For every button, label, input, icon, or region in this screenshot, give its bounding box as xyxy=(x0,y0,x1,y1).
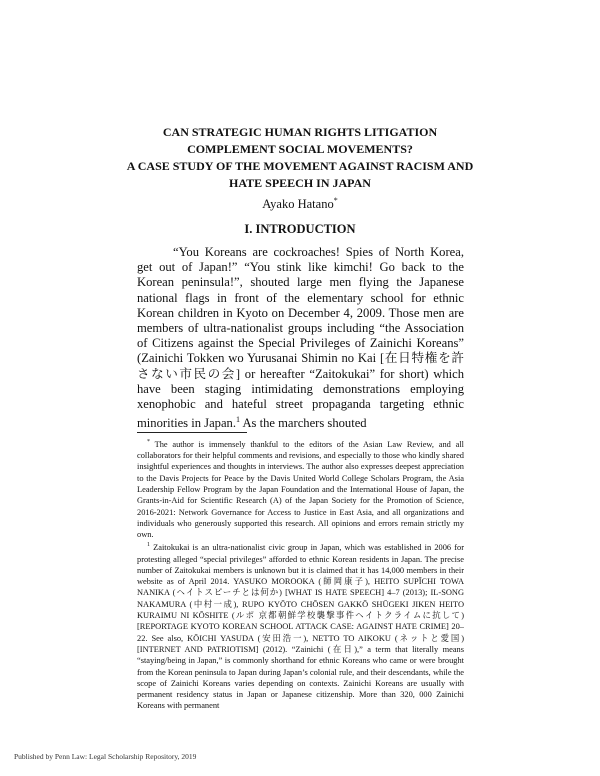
intro-paragraph xyxy=(137,245,464,432)
author-footnote-marker: * xyxy=(333,196,338,205)
footnote-star-text: The author is immensely thankful to the editors of the Asian Law Review, and all collaborators for their helpful comments and revisions, and especially to those who kindly shared insightful experiences and thoughts in interviews. The author also expresses deepest appreciation to the Davis Projects for Peace by the Davis United World College Scholars Program, the Asia Leadership Fellow Program by the Japan Foundation and the International House of Japan, the Grants-in-Aid for Scientific Research (A) of the Japan Society for the Promotion of Science, 2016-2021: Network Governance for Access to Justice in East Asia, and all organizations and individuals who generously supported this research. All opinions and errors remain strictly my own. xyxy=(137,439,464,540)
footnote-star xyxy=(137,437,464,540)
footnote-1-text: Zaitokukai is an ultra-nationalist civic group in Japan, which was established in 2006 for protesting alleged “special privileges” afforded to ethnic Korean residents in Japan. The precise number of Zaitokukai members is unknown but it is claimed that it has 14,000 members in their website as of April 2014. YASUKO MOROOKA (師岡康子), HEITO SUPĪCHI TOWA NANIKA (ヘイトスピーチとは何か) [WHAT IS HATE SPEECH] 4–7 (2013); IL-SONG NAKAMURA (中村一成), RUPO KYŌTO CHŌSEN GAKKŌ SHŪGEKI JIKEN HEITO KURAIMU NI KŌSHITE (ルポ 京都朝鮮学校襲撃事件ヘイトクライムに抗して) [REPORTAGE KYOTO KOREAN SCHOOL ATTACK CASE: AGAINST HATE CRIME] 20–22. See also, KŌICHI YASUDA (安田浩一), NETTO TO AIKOKU (ネットと愛国) [INTERNET AND PATRIOTISM] (2012). “Zainichi (在日),” a term that literally means “staying/being in Japan,” is commonly shorthand for ethnic Koreans who came or were brought from the Korean peninsula to Japan during Japan’s colonial rule, and their descendants, while the scope of Zainichi Koreans varies depending on contexts. Zainichi Koreans are usually with permanent residency status in Japan or Japanese citizenship. More than 320, 000 Zainichi Koreans with permanent xyxy=(137,543,464,711)
body-text xyxy=(137,245,464,432)
intro-paragraph-end: As the marchers shouted xyxy=(240,416,367,431)
title-line-3: A CASE STUDY OF THE MOVEMENT AGAINST RACISM AND xyxy=(126,159,474,173)
author-line xyxy=(100,196,500,212)
footnote-divider xyxy=(137,432,247,433)
footnote-star-marker: * xyxy=(147,439,150,445)
title-line-4: HATE SPEECH IN JAPAN xyxy=(229,176,371,190)
section-heading: I. INTRODUCTION xyxy=(244,222,356,236)
footnote-1 xyxy=(137,540,464,711)
author-name: Ayako Hatano xyxy=(262,197,334,212)
footnote-ref-1: 1 xyxy=(236,415,240,425)
intro-paragraph-text: “You Koreans are cockroaches! Spies of North Korea, get out of Japan!” “You stink like kimchi! Go back to the Korean peninsula!”, shouted large men flying the Japanese national flags in front of the elementary school for ethnic Korean children in Kyoto on December 4, 2009. Those men are members of ultra-nationalist groups including “the Association of Citizens against the Special Privileges of Zainichi Koreans” (Zainichi Tokken wo Yurusanai Shimin no Kai [在日特権を許さない市民の会] or hereafter “Zaitokukai” for short) which have been staging intimidating demonstrations employing xenophobic and hateful street propaganda targeting ethnic minorities in Japan. xyxy=(137,245,464,431)
title-line-2: COMPLEMENT SOCIAL MOVEMENTS? xyxy=(187,142,413,156)
title-line-1: CAN STRATEGIC HUMAN RIGHTS LITIGATION xyxy=(162,125,438,139)
footnote-1-marker: 1 xyxy=(147,542,150,549)
footnotes xyxy=(137,437,464,712)
publisher-footer: Published by Penn Law: Legal Scholarship Repository, 2019 xyxy=(14,752,197,761)
article-title xyxy=(100,124,500,192)
